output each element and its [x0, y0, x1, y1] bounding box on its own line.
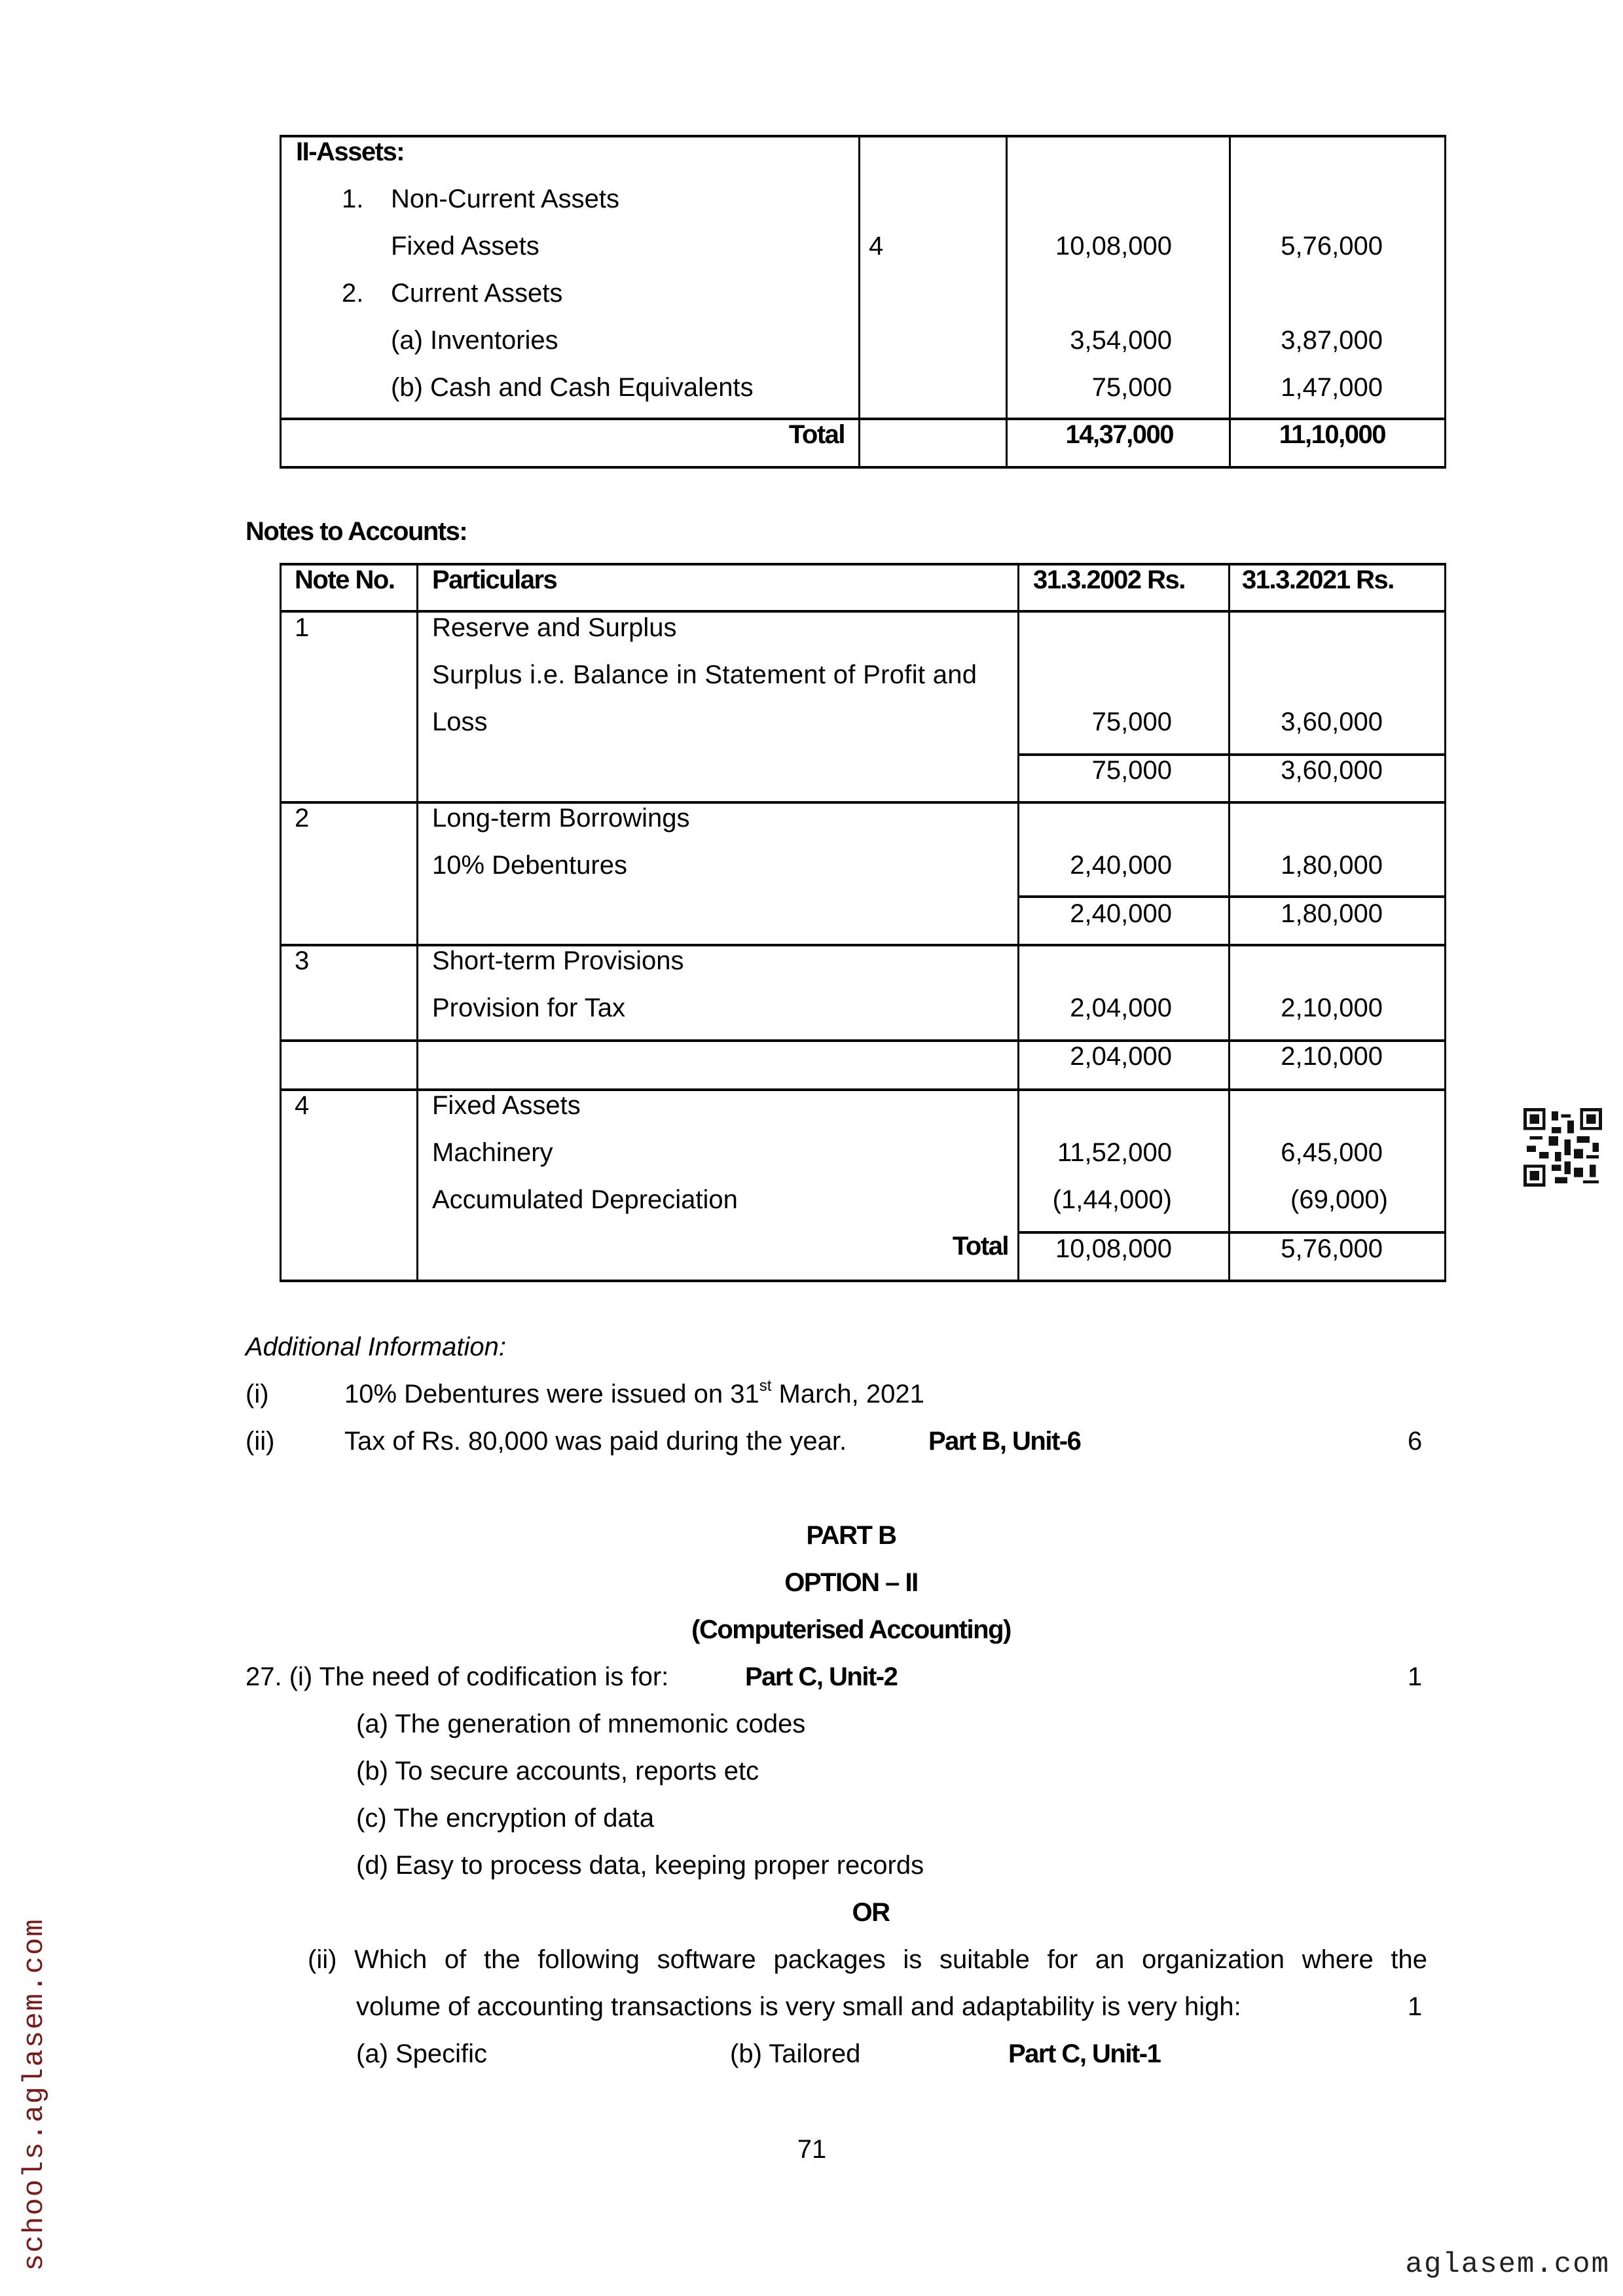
note-total-label: Total: [952, 1232, 1008, 1261]
note-line: Provision for Tax: [432, 994, 625, 1022]
note-current: 11,52,000: [1057, 1138, 1172, 1167]
note-line: 10% Debentures: [432, 851, 627, 880]
note-line: Accumulated Depreciation: [432, 1185, 738, 1214]
info-item-text: Tax of Rs. 80,000 was paid during the year.: [344, 1427, 847, 1456]
syllabus-reference: Part C, Unit-1: [1008, 2039, 1161, 2068]
note-subtotal-previous: 3,60,000: [1281, 756, 1383, 785]
option-a: (a) The generation of mnemonic codes: [356, 1710, 806, 1738]
row-label: 2.: [342, 279, 364, 308]
note-number: 2: [295, 804, 310, 833]
note-total-previous: 5,76,000: [1281, 1234, 1383, 1263]
note-subtotal-previous: 1,80,000: [1281, 899, 1383, 928]
option-b: (b) To secure accounts, reports etc: [356, 1757, 759, 1785]
total-previous: 11,10,000: [1279, 420, 1385, 449]
note-subtotal-current: 2,40,000: [1070, 899, 1172, 928]
marks: 1: [1408, 1992, 1423, 2021]
watermark-side: schools.aglasem.com: [18, 1918, 51, 2271]
note-current: (1,44,000): [1052, 1185, 1172, 1214]
note-current: 2,04,000: [1070, 994, 1172, 1022]
note-subtotal-current: 75,000: [1091, 756, 1172, 785]
syllabus-reference: Part C, Unit-2: [745, 1662, 898, 1691]
additional-info-title: Additional Information:: [246, 1333, 507, 1361]
syllabus-reference: Part B, Unit-6: [928, 1427, 1081, 1456]
option-heading: OPTION – II: [784, 1568, 918, 1597]
note-previous: (69,000): [1290, 1185, 1388, 1214]
note-heading: Short-term Provisions: [432, 946, 684, 975]
note-number: 4: [295, 1091, 310, 1120]
note-heading: Long-term Borrowings: [432, 804, 690, 833]
note-heading: Fixed Assets: [432, 1091, 581, 1120]
row-text: Non-Current Assets: [391, 185, 620, 213]
note-number: 1: [295, 613, 310, 642]
section-subtitle: (Computerised Accounting): [691, 1615, 1011, 1644]
row-text: Current Assets: [391, 279, 563, 308]
row-text: Fixed Assets: [391, 232, 539, 260]
assets-heading: II-Assets:: [296, 137, 405, 166]
note-previous: 3,60,000: [1281, 708, 1383, 736]
option-b: (b) Tailored: [730, 2039, 861, 2068]
marks: 6: [1408, 1427, 1423, 1456]
note-line: Machinery: [432, 1138, 553, 1167]
question-27-ii-line2: volume of accounting transactions is very small and adaptability is very high:: [356, 1992, 1241, 2021]
option-a: (a) Specific: [356, 2039, 488, 2068]
watermark-corner: aglasem.com: [1405, 2248, 1610, 2281]
question-27-i: 27. (i) The need of codification is for:: [246, 1662, 669, 1691]
question-27-ii-line1: (ii) Which of the following software packages is suitable for an organization where the: [308, 1945, 1427, 1974]
row-previous: 1,47,000: [1281, 373, 1383, 402]
option-d: (d) Easy to process data, keeping proper records: [356, 1851, 924, 1880]
page-number: 71: [797, 2135, 827, 2164]
notes-title: Notes to Accounts:: [246, 517, 467, 546]
note-line: Surplus i.e. Balance in Statement of Profit and: [432, 660, 977, 689]
col-header-note-no: Note No.: [295, 565, 395, 594]
info-item-number: (ii): [246, 1427, 275, 1456]
row-note: 4: [869, 232, 884, 260]
info-text: 10% Debentures were issued on 31: [344, 1380, 759, 1408]
info-superscript: st: [759, 1376, 772, 1395]
note-line: Loss: [432, 708, 488, 736]
info-text: March, 2021: [771, 1380, 924, 1408]
marks: 1: [1408, 1662, 1423, 1691]
note-heading: Reserve and Surplus: [432, 613, 677, 642]
total-current: 14,37,000: [1065, 420, 1173, 449]
col-header-particulars: Particulars: [432, 565, 557, 594]
row-current: 3,54,000: [1070, 326, 1172, 355]
row-label: 1.: [342, 185, 364, 213]
row-previous: 5,76,000: [1281, 232, 1383, 260]
note-current: 2,40,000: [1070, 851, 1172, 880]
row-current: 75,000: [1091, 373, 1172, 402]
row-current: 10,08,000: [1055, 232, 1172, 260]
note-subtotal-previous: 2,10,000: [1281, 1042, 1383, 1071]
info-item-number: (i): [246, 1380, 269, 1408]
row-text: (b) Cash and Cash Equivalents: [391, 373, 754, 402]
col-header-2002: 31.3.2002 Rs.: [1033, 565, 1185, 594]
note-previous: 1,80,000: [1281, 851, 1383, 880]
note-previous: 6,45,000: [1281, 1138, 1383, 1167]
option-c: (c) The encryption of data: [356, 1804, 655, 1833]
part-heading: PART B: [806, 1521, 896, 1550]
note-previous: 2,10,000: [1281, 994, 1383, 1022]
note-number: 3: [295, 946, 310, 975]
info-item-text: [344, 1378, 924, 1410]
note-subtotal-current: 2,04,000: [1070, 1042, 1172, 1071]
note-total-current: 10,08,000: [1055, 1234, 1172, 1263]
note-current: 75,000: [1091, 708, 1172, 736]
row-text: (a) Inventories: [391, 326, 558, 355]
col-header-2021: 31.3.2021 Rs.: [1242, 565, 1394, 594]
total-label: Total: [788, 420, 845, 449]
qr-code-icon: [1523, 1108, 1602, 1187]
row-previous: 3,87,000: [1281, 326, 1383, 355]
or-separator: OR: [852, 1898, 890, 1927]
